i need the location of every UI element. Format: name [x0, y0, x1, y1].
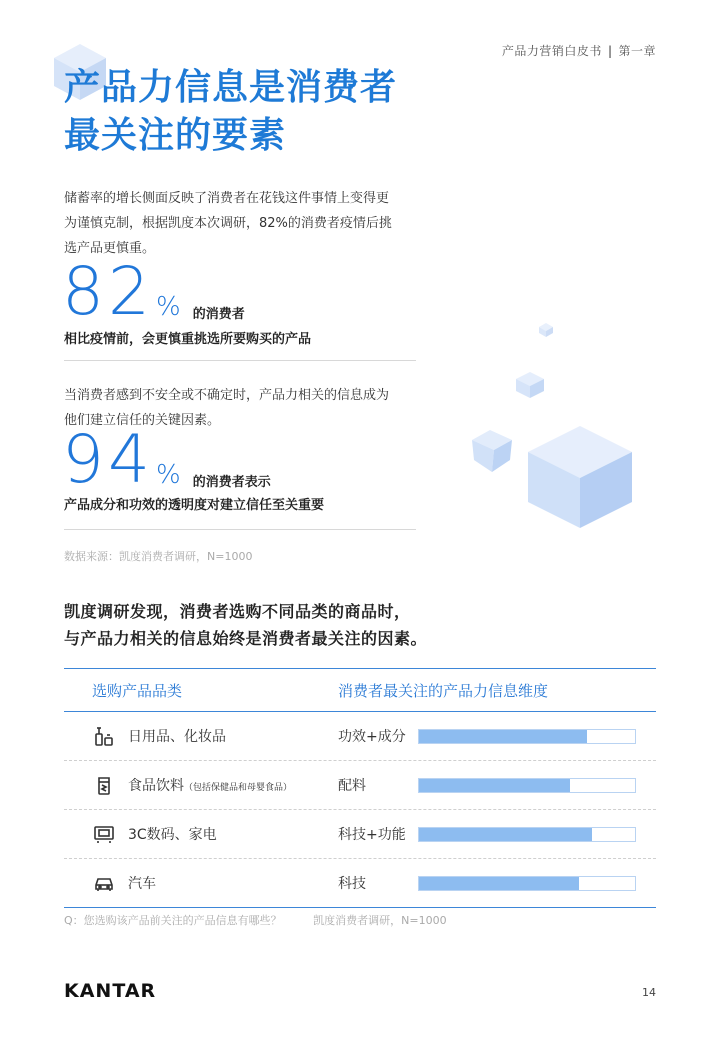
- bar-value-label: •70%: [602, 779, 631, 791]
- table-row: [64, 761, 656, 810]
- percent-bar: [418, 778, 636, 793]
- percent-bar: [418, 827, 636, 842]
- info-dimension: 配料: [338, 778, 366, 794]
- category-label: 汽车: [128, 876, 156, 892]
- paragraph-line: 储蓄率的增长侧面反映了消费者在花钱这件事情上变得更: [64, 191, 390, 206]
- table-row: [64, 810, 656, 859]
- page-number: 14: [642, 986, 656, 999]
- paragraph-line: 当消费者感到不安全或不确定时，产品力相关的信息成为: [64, 388, 390, 403]
- bar-value-label: •78%: [602, 730, 631, 742]
- bar-value-label: •80%: [602, 828, 631, 840]
- stat-subtext: 产品成分和功效的透明度对建立信任至关重要: [64, 498, 325, 513]
- category-name: [124, 873, 338, 893]
- info-dimension: 功效+成分: [338, 729, 406, 745]
- question-source: 凯度消费者调研，N=1000: [313, 914, 447, 927]
- stat-number: 94: [62, 421, 154, 498]
- header-tag: [502, 42, 656, 59]
- decorative-cube-icon: [514, 370, 546, 400]
- decorative-cube-icon: [524, 424, 636, 530]
- title-line-2: 最关注的要素: [64, 115, 287, 156]
- category-note: （包括保健品和母婴食品）: [184, 783, 293, 793]
- category-table: [64, 668, 656, 908]
- data-source: 数据来源：凯度消费者调研，N=1000: [64, 550, 253, 563]
- stat-label: 的消费者: [192, 307, 245, 322]
- divider: [64, 529, 416, 530]
- stat-number: 82: [62, 253, 154, 330]
- headline-line: 与产品力相关的信息始终是消费者最关注的因素。: [64, 629, 428, 648]
- decorative-cube-icon: [470, 428, 514, 474]
- doc-name: 产品力营销白皮书: [501, 44, 602, 58]
- bar-fill: [419, 730, 587, 743]
- percent-bar: [418, 729, 636, 744]
- category-name: [124, 775, 338, 795]
- headline-line: 凯度调研发现，消费者选购不同品类的商品时，: [64, 602, 411, 621]
- electronics-icon: [64, 823, 124, 845]
- title-line-1: 产品力信息是消费者: [64, 67, 398, 108]
- intro-paragraph: [64, 186, 420, 261]
- bar-fill: [419, 828, 592, 841]
- table-header: [64, 668, 656, 712]
- chapter-name: 第一章: [618, 44, 656, 58]
- decorative-cube-icon: [538, 322, 554, 338]
- bar-fill: [419, 779, 570, 792]
- category-name: [124, 726, 338, 746]
- car-icon: [64, 872, 124, 894]
- stat-percent: %: [155, 460, 181, 490]
- stat-percent: %: [155, 292, 181, 322]
- cosmetics-icon: [64, 725, 124, 747]
- column-header-info: 消费者最关注的产品力信息维度: [338, 681, 549, 700]
- table-row: [64, 712, 656, 761]
- kantar-logo: KANTAR: [64, 980, 157, 1002]
- info-dimension: 科技+功能: [338, 827, 406, 843]
- percent-bar: [418, 876, 636, 891]
- category-label: 3C数码、家电: [128, 827, 217, 843]
- stat-82: [62, 253, 245, 330]
- beverage-icon: [64, 774, 124, 796]
- table-row: [64, 859, 656, 908]
- stat-label: 的消费者表示: [192, 475, 271, 490]
- paragraph-line: 选产品更慎重。: [64, 241, 156, 256]
- section-headline: [64, 598, 427, 652]
- divider: [64, 360, 416, 361]
- category-name: [124, 824, 338, 844]
- bar-fill: [419, 877, 579, 890]
- question-note: [64, 912, 447, 928]
- separator: |: [607, 44, 613, 58]
- category-label: 食品饮料: [128, 778, 184, 794]
- column-header-category: 选购产品品类: [92, 681, 183, 700]
- category-label: 日用品、化妆品: [128, 729, 226, 745]
- stat-subtext: 相比疫情前，会更慎重挑选所要购买的产品: [64, 332, 312, 347]
- question-text: Q：您选购该产品前关注的产品信息有哪些？: [64, 914, 282, 927]
- page-title: [64, 64, 397, 160]
- stat-94: [62, 421, 271, 498]
- paragraph-line: 他们建立信任的关键因素。: [64, 413, 221, 428]
- paragraph-line: 为谨慎克制，根据凯度本次调研，82%的消费者疫情后挑: [64, 216, 392, 231]
- info-dimension: 科技: [338, 876, 366, 892]
- bar-value-label: •74%: [602, 877, 631, 889]
